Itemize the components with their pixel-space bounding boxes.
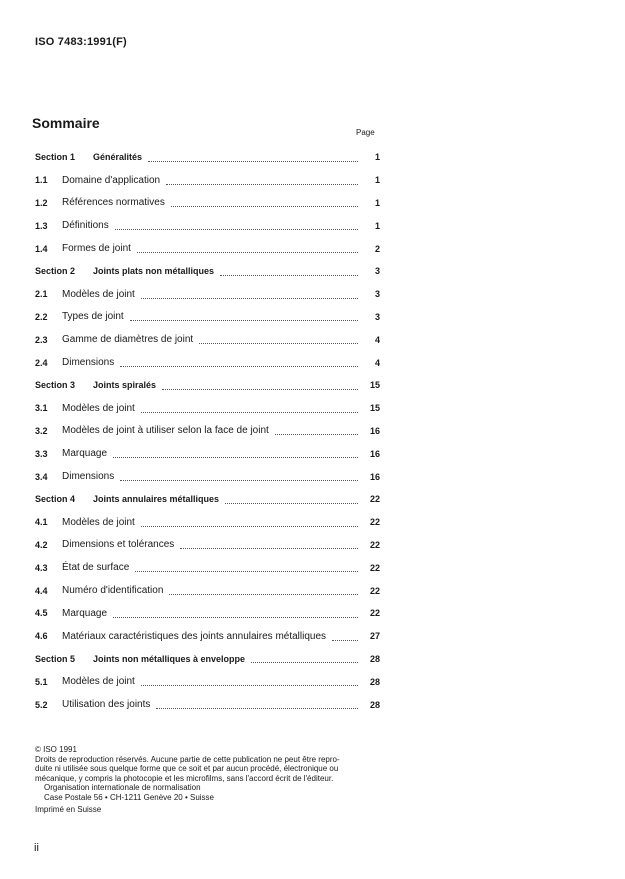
toc-page-number: 4: [374, 357, 380, 368]
toc-page-number: 22: [369, 539, 380, 550]
toc-page-number: 15: [369, 380, 380, 391]
toc-entry-label: Marquage: [62, 448, 108, 460]
toc-entry-label: Matériaux caractéristiques des joints annulaires métalliques: [62, 630, 327, 642]
toc-item-number: 5.1: [35, 676, 48, 687]
toc-item-row[interactable]: [35, 579, 380, 602]
dot-leader: [156, 708, 358, 709]
toc-item-number: 5.2: [35, 699, 48, 710]
toc-item-number: 2.1: [35, 289, 48, 300]
toc-entry-label: Références normatives: [62, 197, 165, 209]
toc-item-number: 4.2: [35, 539, 48, 550]
dot-leader: [120, 366, 358, 367]
toc-item-row[interactable]: [35, 511, 380, 534]
dot-leader: [166, 184, 358, 185]
dot-leader: [137, 252, 358, 253]
toc-item-number: 1.3: [35, 220, 48, 231]
toc-entry-label: Modèles de joint: [62, 676, 135, 688]
toc-item-number: 2.2: [35, 311, 48, 322]
toc-item-row[interactable]: [35, 602, 380, 625]
dot-leader: [220, 275, 358, 276]
toc-page-number: 22: [369, 562, 380, 573]
toc-page-number: 22: [369, 608, 380, 619]
dot-leader: [171, 206, 358, 207]
toc-item-number: 4.3: [35, 562, 48, 573]
toc-entry-label: Définitions: [62, 220, 109, 232]
toc-item-row[interactable]: [35, 283, 380, 306]
toc-section-number: Section 3: [35, 380, 76, 391]
toc-item-row[interactable]: [35, 237, 380, 260]
toc-page-number: 28: [369, 653, 380, 664]
toc-page-number: 15: [369, 403, 380, 414]
toc-page-number: 1: [374, 220, 380, 231]
toc-section-number: Section 4: [35, 494, 76, 505]
toc-page-number: 4: [374, 334, 380, 345]
toc-item-row[interactable]: [35, 693, 380, 716]
toc-section-number: Section 1: [35, 152, 76, 163]
toc-entry-label: Généralités: [93, 152, 143, 163]
toc-entry-label: Domaine d'application: [62, 174, 161, 186]
dot-leader: [225, 503, 358, 504]
toc-item-row[interactable]: [35, 192, 380, 215]
toc-entry-label: Formes de joint: [62, 243, 131, 255]
toc-item-row[interactable]: [35, 534, 380, 557]
toc-item-row[interactable]: [35, 556, 380, 579]
toc-section-row[interactable]: [35, 146, 380, 169]
toc-section-number: Section 5: [35, 653, 76, 664]
table-of-contents: [35, 146, 380, 716]
toc-item-number: 3.4: [35, 471, 48, 482]
toc-page-number: 3: [374, 289, 380, 300]
toc-page-number: 28: [369, 699, 380, 710]
toc-entry-label: Joints annulaires métalliques: [93, 494, 220, 505]
dot-leader: [141, 526, 358, 527]
toc-page-number: 3: [374, 311, 380, 322]
toc-item-row[interactable]: [35, 625, 380, 648]
toc-page-number: 28: [369, 676, 380, 687]
dot-leader: [113, 457, 358, 458]
page-column-label: Page: [356, 128, 375, 137]
dot-leader: [180, 548, 358, 549]
toc-entry-label: Joints plats non métalliques: [93, 266, 215, 277]
toc-item-number: 4.1: [35, 517, 48, 528]
toc-section-number: Section 2: [35, 266, 76, 277]
toc-entry-label: Types de joint: [62, 311, 124, 323]
toc-page-number: 1: [374, 175, 380, 186]
dot-leader: [251, 662, 358, 663]
dot-leader: [162, 389, 358, 390]
toc-page-number: 27: [369, 631, 380, 642]
toc-item-number: 3.3: [35, 448, 48, 459]
toc-page-number: 16: [369, 448, 380, 459]
toc-entry-label: Modèles de joint: [62, 516, 135, 528]
toc-entry-label: Gamme de diamètres de joint: [62, 334, 194, 346]
toc-item-number: 1.4: [35, 243, 48, 254]
toc-item-number: 4.6: [35, 631, 48, 642]
dot-leader: [141, 412, 358, 413]
toc-page-number: 1: [374, 152, 380, 163]
toc-item-number: 3.1: [35, 403, 48, 414]
toc-entry-label: Dimensions et tolérances: [62, 539, 175, 551]
copyright-notice: © ISO 1991: [35, 745, 77, 754]
toc-page-number: 2: [374, 243, 380, 254]
toc-item-row[interactable]: [35, 306, 380, 329]
copyright-text-line: duite ni utilisée sous quelque forme que ce soit et par aucun procédé, électronique ou: [35, 764, 339, 774]
toc-entry-label: Marquage: [62, 607, 108, 619]
dot-leader: [148, 161, 358, 162]
dot-leader: [141, 298, 358, 299]
toc-section-row[interactable]: [35, 374, 380, 397]
dot-leader: [115, 229, 358, 230]
dot-leader: [275, 434, 358, 435]
toc-item-row[interactable]: [35, 465, 380, 488]
toc-item-row[interactable]: [35, 670, 380, 693]
toc-item-row[interactable]: [35, 420, 380, 443]
toc-item-row[interactable]: [35, 351, 380, 374]
printed-in: Imprimé en Suisse: [35, 804, 102, 814]
dot-leader: [120, 480, 358, 481]
toc-item-row[interactable]: [35, 328, 380, 351]
toc-item-row[interactable]: [35, 442, 380, 465]
toc-entry-label: Utilisation des joints: [62, 699, 151, 711]
toc-item-number: 4.4: [35, 585, 48, 596]
toc-entry-label: Joints non métalliques à enveloppe: [93, 653, 246, 664]
toc-entry-label: Numéro d'identification: [62, 585, 164, 597]
copyright-text-line: mécanique, y compris la photocopie et les microfilms, sans l'accord écrit de l'éditeur.: [35, 773, 334, 783]
toc-item-number: 1.2: [35, 197, 48, 208]
page-number: ii: [34, 842, 39, 854]
toc-item-number: 4.5: [35, 608, 48, 619]
toc-page-number: 1: [374, 197, 380, 208]
toc-entry-label: Modèles de joint: [62, 402, 135, 414]
toc-page-number: 22: [369, 494, 380, 505]
dot-leader: [141, 685, 358, 686]
publisher-address: Case Postale 56 • CH-1211 Genève 20 • Suisse: [44, 792, 214, 802]
toc-section-row[interactable]: [35, 260, 380, 283]
dot-leader: [199, 343, 358, 344]
toc-item-row[interactable]: [35, 397, 380, 420]
toc-item-number: 3.2: [35, 425, 48, 436]
toc-page-number: 3: [374, 266, 380, 277]
toc-item-row[interactable]: [35, 214, 380, 237]
publisher-organization: Organisation internationale de normalisation: [44, 783, 201, 793]
toc-entry-label: Dimensions: [62, 357, 115, 369]
toc-entry-label: Modèles de joint: [62, 288, 135, 300]
toc-page-number: 16: [369, 425, 380, 436]
dot-leader: [169, 594, 358, 595]
toc-item-number: 2.4: [35, 357, 48, 368]
toc-title: Sommaire: [32, 115, 100, 131]
toc-entry-label: Modèles de joint à utiliser selon la face de joint: [62, 425, 269, 437]
toc-page-number: 22: [369, 517, 380, 528]
toc-item-number: 1.1: [35, 175, 48, 186]
copyright-text-line: Droits de reproduction réservés. Aucune partie de cette publication ne peut être repro-: [35, 754, 340, 764]
toc-section-row[interactable]: [35, 648, 380, 671]
dot-leader: [135, 571, 358, 572]
toc-entry-label: État de surface: [62, 562, 130, 574]
dot-leader: [113, 617, 358, 618]
dot-leader: [130, 320, 358, 321]
toc-page-number: 16: [369, 471, 380, 482]
dot-leader: [332, 640, 358, 641]
toc-item-number: 2.3: [35, 334, 48, 345]
toc-page-number: 22: [369, 585, 380, 596]
toc-item-row[interactable]: [35, 169, 380, 192]
document-id: ISO 7483:1991(F): [35, 36, 127, 48]
copyright-block: [35, 745, 385, 814]
toc-section-row[interactable]: [35, 488, 380, 511]
toc-entry-label: Dimensions: [62, 471, 115, 483]
toc-entry-label: Joints spiralés: [93, 380, 157, 391]
